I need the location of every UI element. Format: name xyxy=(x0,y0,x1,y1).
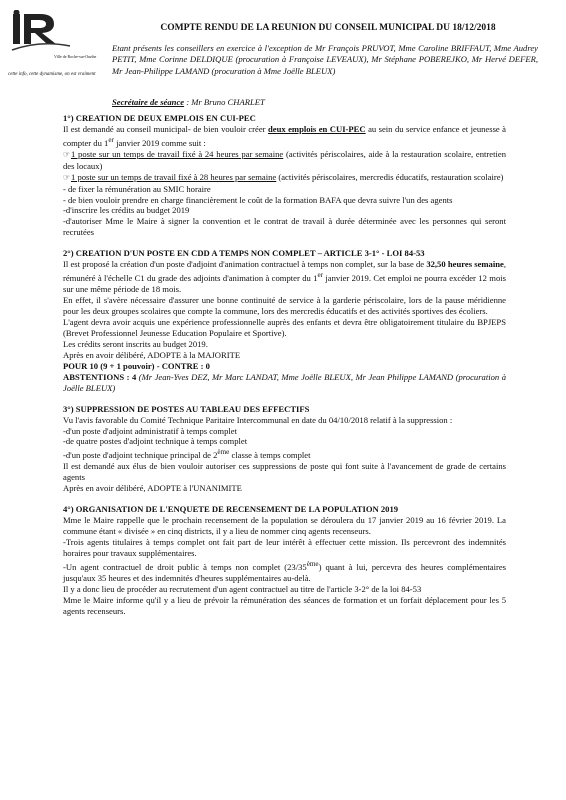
pointing-hand-icon: ☞ xyxy=(63,172,71,182)
text-span: -d'un poste d'adjoint technique principal de 2 xyxy=(63,450,218,461)
paragraph: Vu l'avis favorable du Comité Technique Paritaire Intercommunal en date du 04/10/2018 relatif à la suppression : xyxy=(63,414,453,425)
text-span: classe à temps complet xyxy=(229,450,311,461)
secretary-label: Secrétaire de séance xyxy=(112,97,185,107)
text-span: -Un agent contractuel de droit public à temps non complet (23/35 xyxy=(63,561,307,572)
text-span: ) quant à lui, percevra des heures complémentaires jusqu'aux 35 heures et des indemnités d'heures supplémentaires au-delà. xyxy=(63,561,507,583)
paragraph xyxy=(63,259,506,295)
text-span: , rémunéré à l'échelle C1 du grade des adjoints d'animation à compter du 1 xyxy=(63,259,506,284)
text-span: Il est demandé au conseil municipal- de bien vouloir créer xyxy=(63,123,268,134)
section-4 xyxy=(63,504,506,616)
highlight-text: deux emplois en CUI-PEC xyxy=(267,123,366,134)
main-content xyxy=(63,113,506,616)
vote-result: POUR 10 (9 + 1 pouvoir) - CONTRE : 0 xyxy=(63,360,210,371)
paragraph: Après en avoir délibéré, ADOPTE à l'UNANIMITE xyxy=(63,483,242,494)
list-item: -d'autoriser Mme le Maire à signer la convention et le contrat de travail à durée déterminée avec les personnes qui seront recrutées xyxy=(63,216,506,238)
section-heading: 2°) CREATION D'UN POSTE EN CDD A TEMPS NON COMPLET – ARTICLE 3-1° - LOI 84-53 xyxy=(63,248,425,259)
paragraph: Il est demandé aux élus de bien vouloir autoriser ces suppressions de poste qui font suite à l'avancement de grade de certains agents xyxy=(63,461,506,483)
superscript: er xyxy=(317,271,324,280)
list-item xyxy=(63,149,506,172)
paragraph xyxy=(63,559,506,584)
text-span: Il est proposé la création d'un poste d'adjoint d'animation contractuel à temps non complet, sur la base de xyxy=(63,259,427,270)
abstentions-label: ABSTENTIONS : 4 xyxy=(63,371,137,382)
text-span: 1 poste sur un temps de travail fixé à 24 heures par semaine xyxy=(71,148,284,159)
superscript: er xyxy=(108,135,114,144)
logo-small-text: Ville de Roche-sur-Ourthe xyxy=(54,54,97,59)
text-span: (activités périscolaires, mercredis éducatifs, restauration scolaire) xyxy=(276,171,504,182)
paragraph: -Trois agents titulaires à temps complet ont fait part de leur intérêt à effectuer cette mission. Ils percevront des indemnités horaires pour travaux supplémentaires. xyxy=(63,536,506,558)
list-item xyxy=(63,172,506,184)
abstentions xyxy=(63,372,506,394)
text-span: (activités périscolaires, aide à la restauration scolaire, entretien des locaux) xyxy=(63,148,506,171)
logo-mark-icon xyxy=(10,10,82,54)
section-heading: 3°) SUPPRESSION DE POSTES AU TABLEAU DES EFFECTIFS xyxy=(63,403,310,414)
section-3 xyxy=(63,404,506,494)
list-item: - de fixer la rémunération au SMIC horaire xyxy=(63,183,211,194)
text-span: 1 poste sur un temps de travail fixé à 28 heures par semaine xyxy=(71,171,277,182)
paragraph: Mme le Maire rappelle que le prochain recensement de la population se déroulera du 17 janvier 2019 au 16 février 2019. La commune étant « divisée » en cinq districts, il y a lieu de nommer cinq agents recenseurs. xyxy=(63,515,506,536)
highlight-text: 32,50 heures semaine xyxy=(426,259,504,270)
logo-tagline: cette info, cette dynamisme, on est vraiment xyxy=(8,72,96,77)
paragraph: Après en avoir délibéré, ADOPTE à la MAJORITE xyxy=(63,349,241,360)
paragraph: Mme le Maire informe qu'il y a lieu de prévoir la rémunération des séances de formation et un forfait déplacement pour les 5 agents recenseurs. xyxy=(63,594,506,616)
abstentions-names: (Mr Jean-Yves DEZ, Mr Marc LANDAT, Mme Joëlle BLEUX, Mr Jean Philippe LAMAND (procuration à Joëlle BLEUX) xyxy=(63,371,506,393)
text-span: au sein du service enfance et jeunesse à compter du 1 xyxy=(63,123,506,148)
pointing-hand-icon: ☞ xyxy=(63,149,71,159)
secretary-value: : Mr Bruno CHARLET xyxy=(184,97,265,107)
attendees-paragraph: Etant présents les conseillers en exercice à l'exception de Mr François PRUVOT, Mme Caroline BRIFFAUT, Mme Audrey PETIT, Mme Corinne DELDIQUE (procuration à Françoise LEVEAUX), Mr Stéphane POBEREJKO, Mr Hervé DEFER, Mr Jean-Philippe LAMAND (procuration à Mme Joëlle BLEUX) xyxy=(112,43,538,76)
paragraph: Il y a donc lieu de procéder au recrutement d'un agent contractuel au titre de l'article 3-2° de la loi 84-53 xyxy=(63,583,422,594)
paragraph xyxy=(63,124,506,149)
municipal-logo xyxy=(6,8,104,86)
superscript: ème xyxy=(306,559,319,568)
section-1 xyxy=(63,113,506,238)
list-item: -de quatre postes d'adjoint technique à temps complet xyxy=(63,436,248,447)
page-title: COMPTE RENDU DE LA REUNION DU CONSEIL MUNICIPAL DU 18/12/2018 xyxy=(160,23,496,33)
text-span: janvier 2019. Cet emploi ne pourra excéder 12 mois sur une même période de 18 mois. xyxy=(63,273,506,295)
superscript: ème xyxy=(217,448,230,457)
paragraph: L'agent devra avoir acquis une expérience professionnelle auprès des enfants et devra être obligatoirement titulaire du BPJEPS (Brevet Professionnel Jeunesse Education Populaire et Sportive). xyxy=(63,316,506,338)
list-item xyxy=(63,447,506,461)
section-heading: 4°) ORGANISATION DE L'ENQUETE DE RECENSEMENT DE LA POPULATION 2019 xyxy=(63,504,399,515)
section-2 xyxy=(63,248,506,393)
secretary-line xyxy=(112,97,532,107)
paragraph: En effet, il s'avère nécessaire d'assurer une bonne continuité de service à la garderie périscolaire, lors de la pause méridienne pour les deux groupes scolaires que compte la commune, lors des mercredis éducatifs et des activités sportives des écoliers. xyxy=(63,295,506,316)
section-heading: 1°) CREATION DE DEUX EMPLOIS EN CUI-PEC xyxy=(63,113,256,123)
list-item: -d'un poste d'adjoint administratif à temps complet xyxy=(63,425,237,436)
paragraph: Les crédits seront inscrits au budget 2019. xyxy=(63,338,208,349)
list-item: -d'inscrire les crédits au budget 2019 xyxy=(63,205,190,216)
list-item: - de bien vouloir prendre en charge financièrement le coût de la formation BAFA que devra suivre l'un des agents xyxy=(63,194,453,205)
text-span: janvier 2019 comme suit : xyxy=(113,137,206,148)
